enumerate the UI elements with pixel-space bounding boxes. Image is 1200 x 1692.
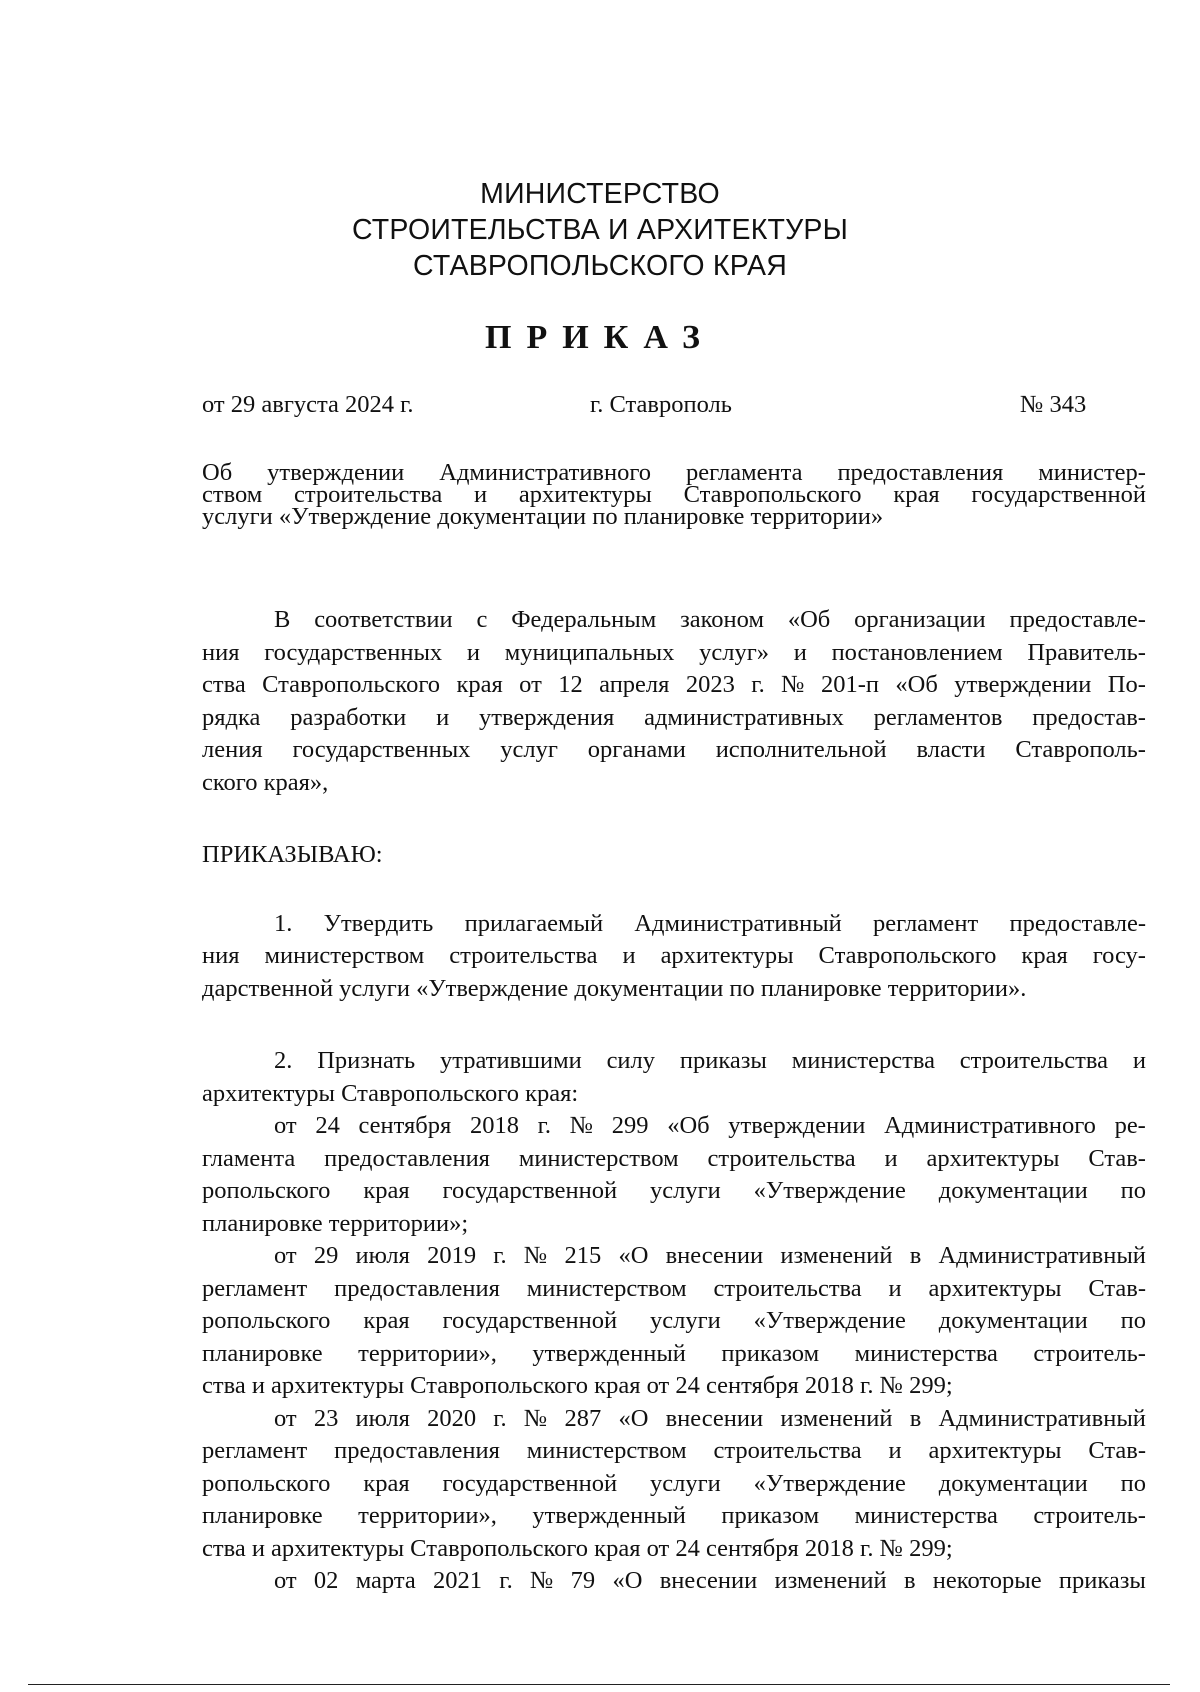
item-2-line: регламент предоставления министерством строительства и архитектуры Став-	[202, 1274, 1146, 1302]
header-line-2: СТРОИТЕЛЬСТВА И АРХИТЕКТУРЫ	[351, 214, 849, 246]
item-2-line: 2. Признать утратившими силу приказы министерства строительства и	[274, 1047, 1146, 1074]
subject-line: ством строительства и архитектуры Ставропольского края государственной	[202, 481, 1146, 508]
footer-rule	[28, 1684, 1170, 1685]
item-1-paragraph	[202, 908, 1146, 1006]
item-2-paragraph	[202, 1045, 1146, 1598]
item-2-line: от 02 марта 2021 г. № 79 «О внесении изменений в некоторые приказы	[274, 1567, 1146, 1594]
preamble-line: В соответствии с Федеральным законом «Об организации предоставле-	[274, 606, 1146, 633]
item-1-line: ния министерством строительства и архитектуры Ставропольского края госу-	[202, 942, 1146, 969]
order-number: № 343	[1020, 391, 1087, 418]
item-2-line: гламента предоставления министерством строительства и архитектуры Став-	[202, 1144, 1146, 1172]
order-word: ПРИКАЗЫВАЮ:	[202, 841, 383, 868]
order-subject	[202, 459, 1146, 530]
item-2-line: архитектуры Ставропольского края:	[202, 1079, 579, 1107]
item-2-line: от 24 сентября 2018 г. № 299 «Об утверждении Административного ре-	[274, 1112, 1146, 1139]
preamble-line: ства Ставропольского края от 12 апреля 2023 г. № 201-п «Об утверждении По-	[202, 671, 1146, 698]
item-2-line: регламент предоставления министерством строительства и архитектуры Став-	[202, 1437, 1146, 1464]
item-2-line: планировке территории», утвержденный приказом министерства строитель-	[202, 1339, 1146, 1367]
item-2-line: ропольского края государственной услуги «Утверждение документации по	[202, 1177, 1146, 1204]
subject-line: услуги «Утверждение документации по планировке территории»	[202, 503, 884, 530]
header-line-1: МИНИСТЕРСТВО	[480, 178, 720, 210]
order-body	[202, 604, 1146, 1598]
item-1-line: 1. Утвердить прилагаемый Административный регламент предоставле-	[274, 909, 1146, 937]
preamble-paragraph	[202, 604, 1146, 799]
header-line-3: СТАВРОПОЛЬСКОГО КРАЯ	[412, 250, 788, 282]
item-2-line: от 29 июля 2019 г. № 215 «О внесении изменений в Административный	[274, 1242, 1146, 1269]
item-2-line: планировке территории»;	[202, 1209, 469, 1237]
preamble-line: ния государственных и муниципальных услуг» и постановлением Правитель-	[202, 638, 1146, 666]
item-2-line: ства и архитектуры Ставропольского края от 24 сентября 2018 г. № 299;	[202, 1534, 953, 1562]
preamble-line: рядка разработки и утверждения административных регламентов предостав-	[202, 703, 1146, 731]
preamble-line: ления государственных услуг органами исполнительной власти Ставрополь-	[202, 736, 1146, 763]
ministry-header	[0, 176, 1200, 284]
document-type-title: ПРИКАЗ	[485, 319, 715, 356]
item-2-line: ропольского края государственной услуги «Утверждение документации по	[202, 1469, 1146, 1497]
item-2-line: ства и архитектуры Ставропольского края от 24 сентября 2018 г. № 299;	[202, 1372, 953, 1399]
item-2-line: ропольского края государственной услуги «Утверждение документации по	[202, 1307, 1146, 1334]
item-2-line: планировке территории», утвержденный приказом министерства строитель-	[202, 1502, 1146, 1529]
order-city: г. Ставрополь	[590, 391, 732, 418]
item-2-line: от 23 июля 2020 г. № 287 «О внесении изменений в Административный	[274, 1404, 1146, 1432]
order-date: от 29 августа 2024 г.	[202, 391, 414, 418]
item-1-line: дарственной услуги «Утверждение документации по планировке территории».	[202, 974, 1027, 1002]
preamble-line: ского края»,	[202, 768, 329, 796]
subject-line: Об утверждении Административного регламента предоставления министер-	[202, 459, 1146, 486]
